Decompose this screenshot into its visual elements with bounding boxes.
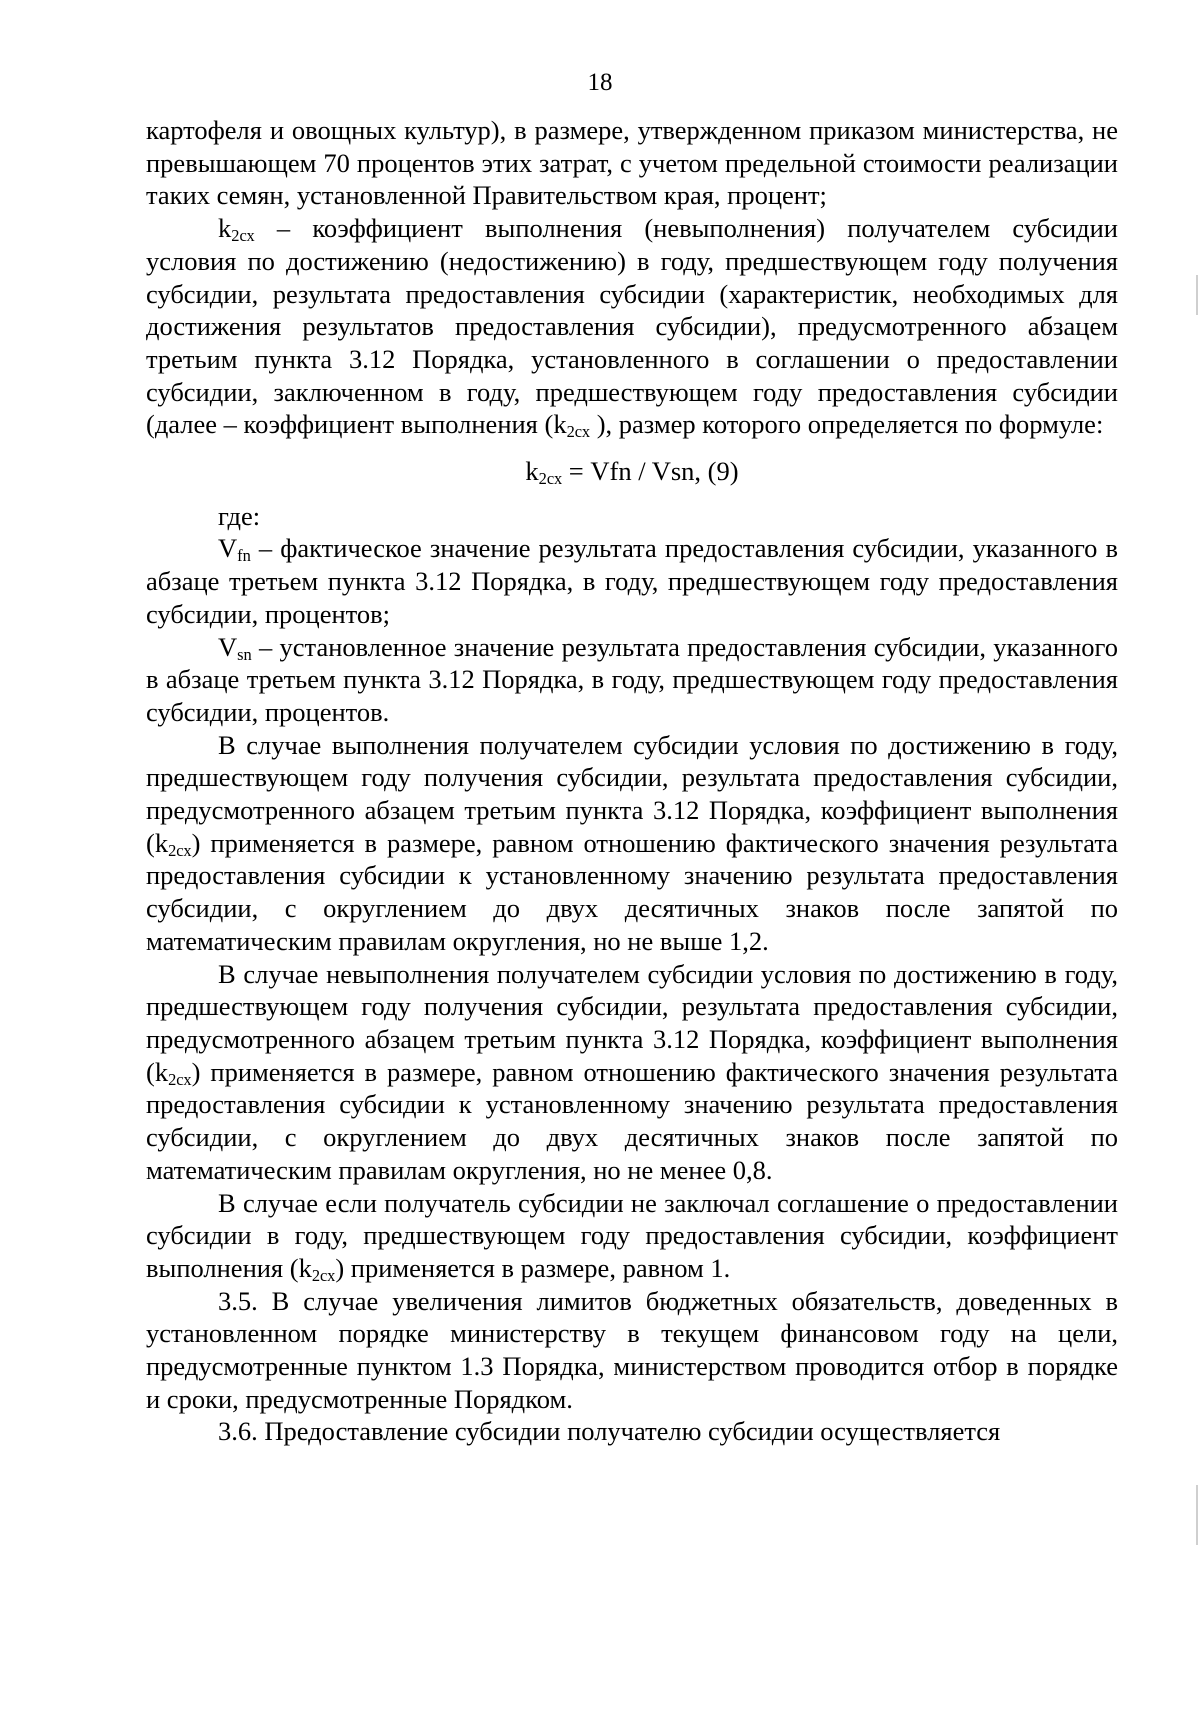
paragraph-3-6: 3.6. Предоставление субсидии получателю субсидии осуществляется — [218, 1416, 1001, 1447]
paragraph-fulfilment — [146, 729, 1118, 958]
paragraph-nonfulfilment — [146, 958, 1118, 1187]
nonfulfilment-symbol: k — [154, 1056, 169, 1087]
no-agreement-symbol: k — [298, 1252, 312, 1283]
formula-subscript: 2сх — [538, 469, 563, 489]
fulfilment-subscript: 2сх — [168, 840, 192, 860]
paragraph-where: где: — [218, 500, 261, 531]
k2cx-definition-tail: ), размер которого определяется по формуле: — [590, 409, 1104, 440]
fulfilment-text-b: ) применяется в размере, равном отношению фактического значения результата предоставления субсидии к установленному значению результата предоставления субсидии, с округлением до двух десятичных знаков после запятой по математическим правилам округления, но не выше 1,2. — [146, 827, 1118, 956]
nonfulfilment-subscript: 2сх — [168, 1069, 192, 1089]
nonfulfilment-text-a: В случае невыполнения получателем субсидии условия по достижению в году, предшествующем году получения субсидии, результата предоставления субсидии, предусмотренного абзацем третьим пункта 3.12 Порядка, коэффициент выполнения ( — [146, 958, 1118, 1087]
page-number: 18 — [587, 69, 613, 96]
k2cx-symbol-inline: k — [553, 409, 567, 440]
no-agreement-text-b: ) применяется в размере, равном 1. — [335, 1252, 731, 1283]
fulfilment-text-a: В случае выполнения получателем субсидии условия по достижению в году, предшествующем году получения субсидии, результата предоставления субсидии, предусмотренного абзацем третьим пункта 3.12 Порядка, коэффициент выполнения ( — [146, 729, 1118, 858]
k2cx-symbol: k — [218, 213, 232, 244]
vsn-subscript: sn — [237, 644, 252, 664]
document-body — [146, 114, 1118, 1448]
vfn-symbol: V — [218, 533, 238, 564]
k2cx-definition-text: – коэффициент выполнения (невыполнения) получателем субсидии условия по достижению (недостижению) в году, предшествующем году получения субсидии, результата предоставления субсидии (характеристик, необходимых для достижения результатов предоставления субсидии), предусмотренного абзацем третьим пункта 3.12 Порядка, установленного в соглашении о предоставлении субсидии, заключенном в году, предшествующем году предоставления субсидии (далее – коэффициент выполнения ( — [146, 213, 1118, 440]
scan-edge-mark — [1196, 1485, 1198, 1545]
paragraph-vfn — [146, 532, 1118, 630]
nonfulfilment-text-b: ) применяется в размере, равном отношению фактического значения результата предоставления субсидии к установленному значению результата предоставления субсидии, с округлением до двух десятичных знаков после запятой по математическим правилам округления, но не менее 0,8. — [146, 1056, 1118, 1185]
paragraph-seed-cost: картофеля и овощных культур), в размере, утвержденном приказом министерства, не превышающем 70 процентов этих затрат, с учетом предельной стоимости реализации таких семян, установленной Правительством края, процент; — [146, 115, 1118, 211]
fulfilment-symbol: k — [154, 827, 169, 858]
k2cx-subscript: 2сх — [231, 226, 255, 246]
paragraph-k2cx-definition — [146, 212, 1118, 441]
vfn-subscript: fn — [237, 546, 251, 566]
vsn-symbol: V — [218, 631, 238, 662]
no-agreement-text-a: В случае если получатель субсидии не заключал соглашение о предоставлении субсидии в году, предшествующем году предоставления субсидии, коэффициент выполнения ( — [146, 1187, 1118, 1283]
paragraph-no-agreement — [146, 1187, 1118, 1285]
paragraph-3-5: 3.5. В случае увеличения лимитов бюджетных обязательств, доведенных в установленном порядке министерству в текущем финансовом году на цели, предусмотренные пунктом 1.3 Порядка, министерством проводится отбор в порядке и сроки, предусмотренные Порядком. — [146, 1285, 1118, 1414]
formula-symbol: k — [525, 456, 539, 487]
k2cx-subscript-inline: 2сх — [566, 422, 591, 442]
paragraph-vsn — [146, 631, 1118, 729]
vsn-text: – установленное значение результата предоставления субсидии, указанного в абзаце третьем пункта 3.12 Порядка, в году, предшествующем году предоставления субсидии, процентов. — [146, 631, 1118, 727]
scan-edge-mark — [1196, 275, 1198, 315]
no-agreement-subscript: 2сх — [311, 1266, 336, 1285]
formula-rhs: = Vfn / Vsn, (9) — [562, 456, 739, 487]
formula-9 — [146, 455, 1118, 488]
vfn-text: – фактическое значение результата предоставления субсидии, указанного в абзаце третьем пункта 3.12 Порядка, в году, предшествующем году предоставления субсидии, процентов; — [146, 533, 1118, 629]
